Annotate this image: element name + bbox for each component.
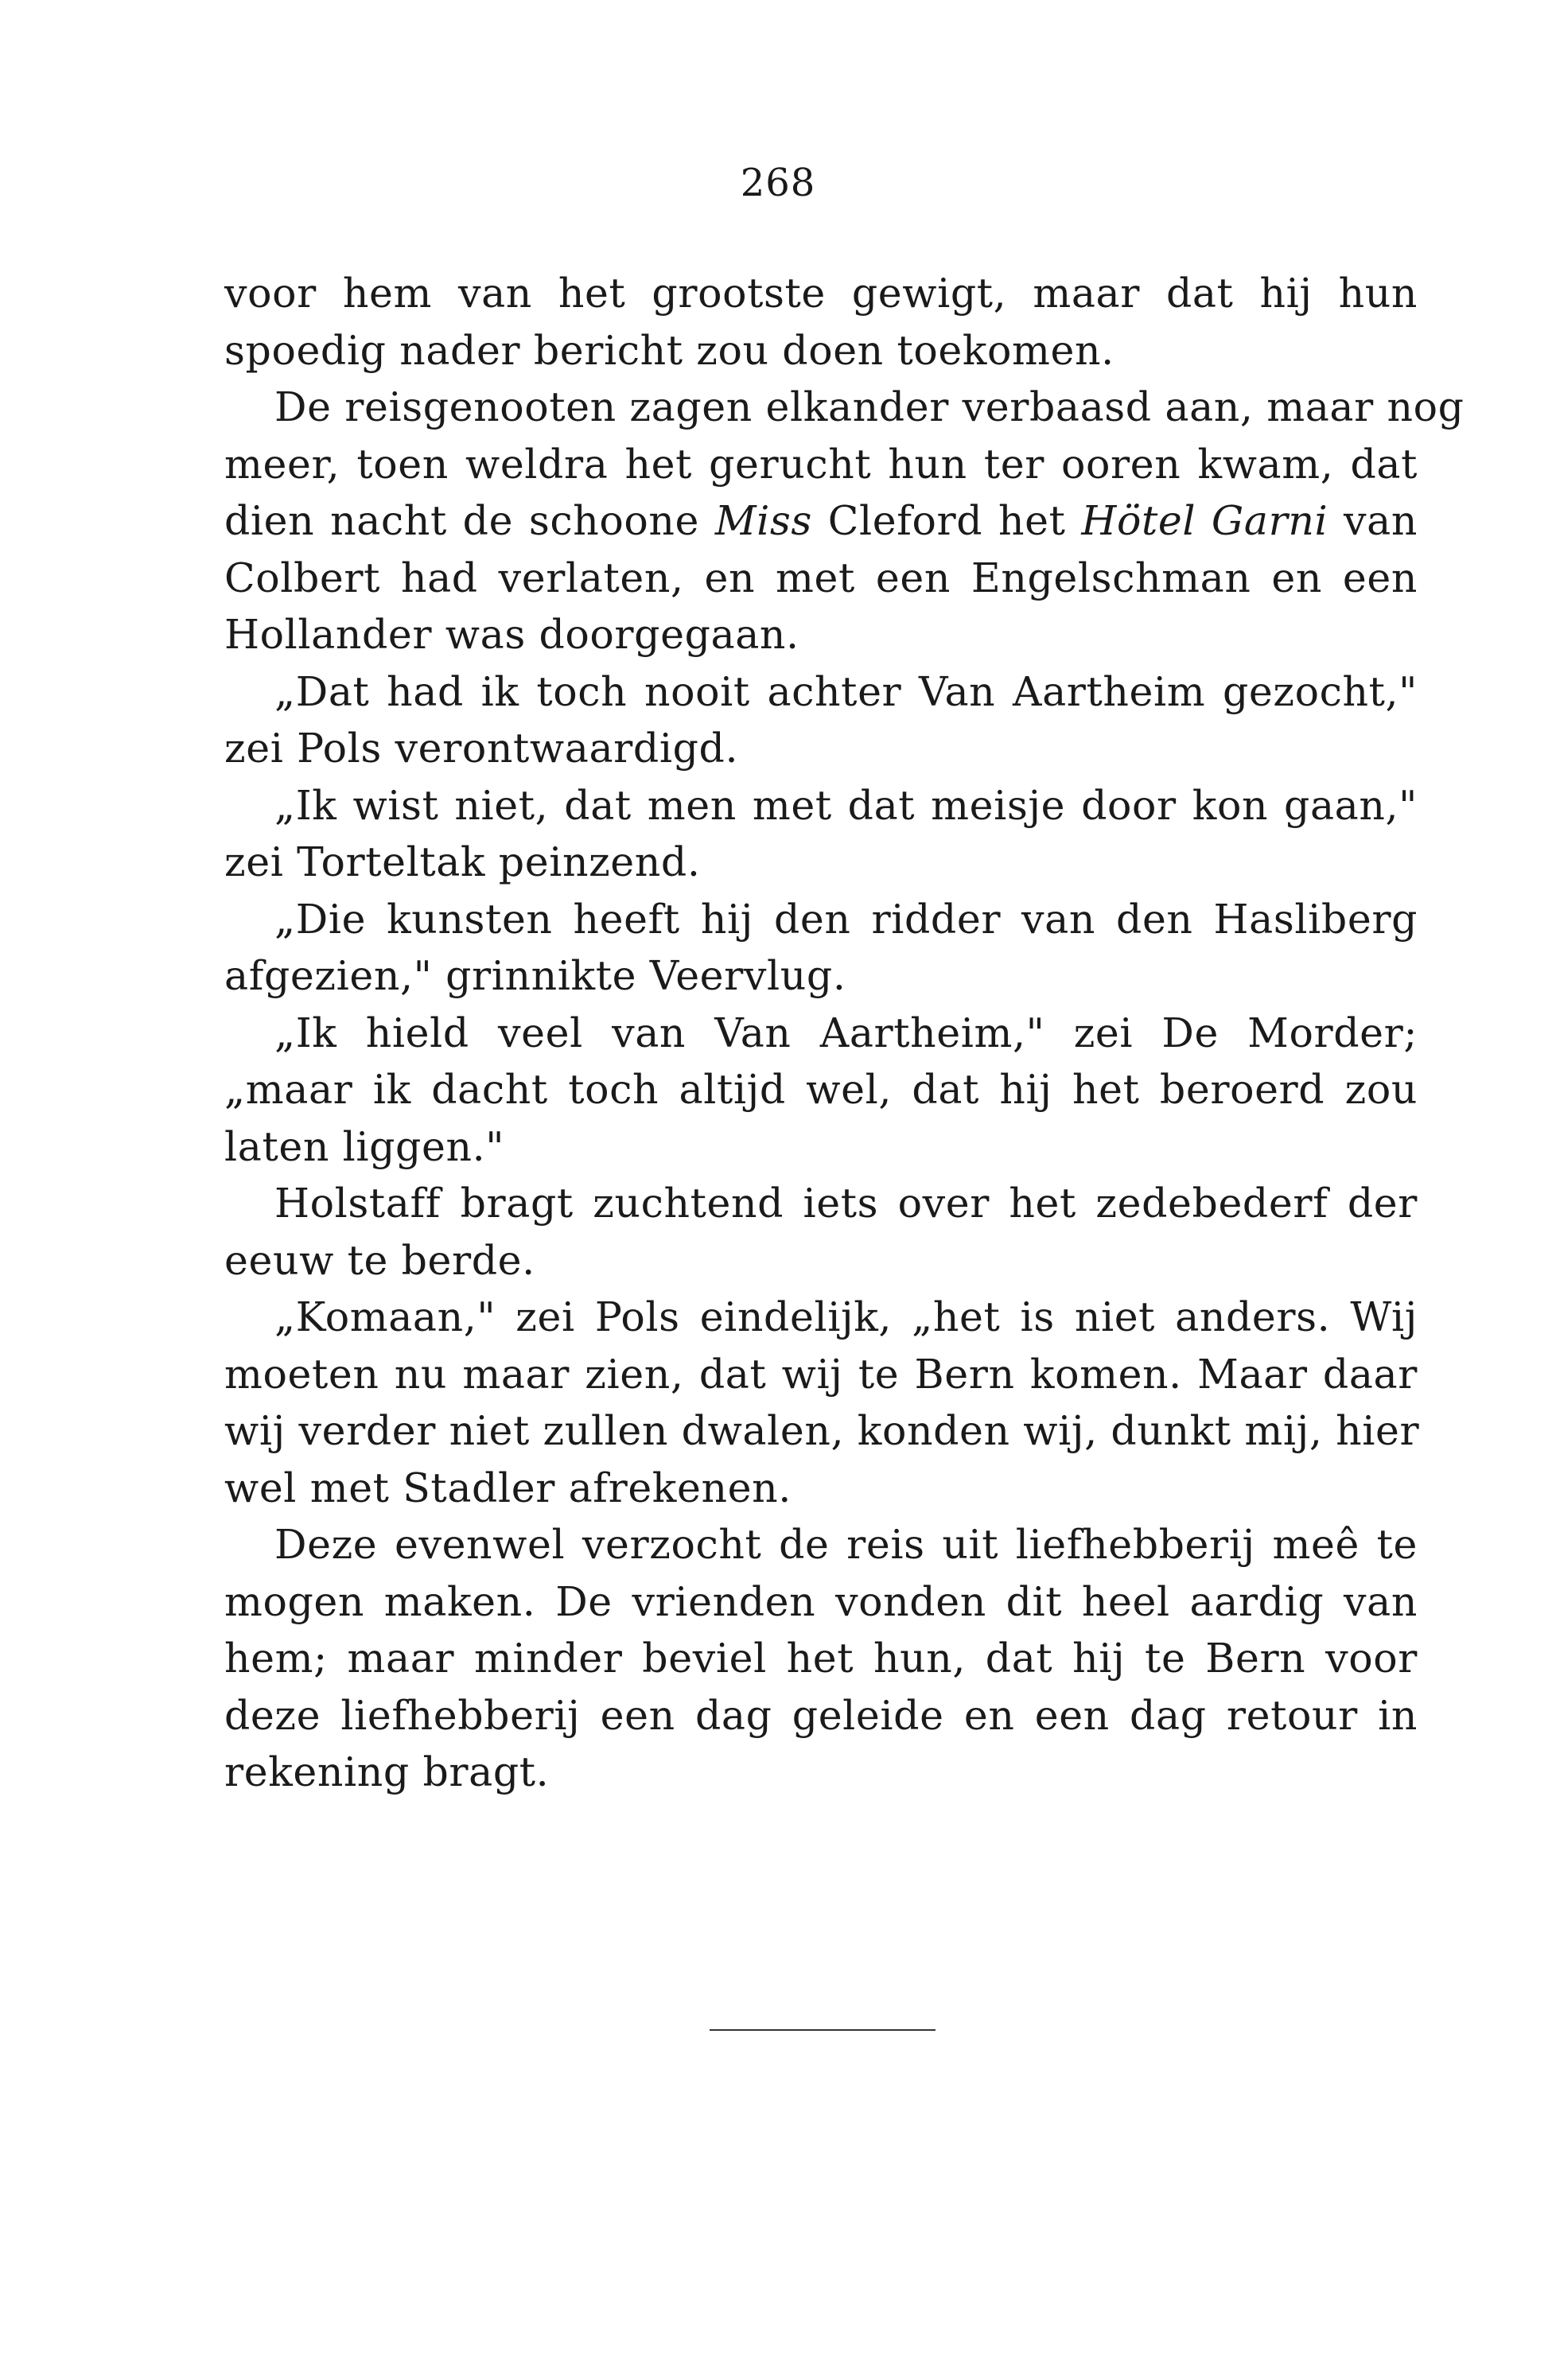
text-line: De reisgenooten zagen elkander verbaasd aan, maar nog xyxy=(274,383,1465,430)
text-line: voor hem van het grootste gewigt, maar dat hij hun xyxy=(224,270,1418,317)
text-line: afgezien," grinnikte Veervlug. xyxy=(224,952,846,999)
text-line: „Die kunsten heeft hij den ridder van den Hasliberg xyxy=(274,895,1418,943)
text-line: spoedig nader bericht zou doen toekomen. xyxy=(224,326,1114,374)
text-line: „Komaan," zei Pols eindelijk, „het is niet anders. Wij xyxy=(274,1293,1418,1340)
text-line: wij verder niet zullen dwalen, konden wij, dunkt mij, hier xyxy=(224,1407,1420,1454)
text-line: „Ik wist niet, dat men met dat meisje door kon gaan," xyxy=(274,781,1418,829)
text-line: Colbert had verlaten, en met een Engelschman en een xyxy=(224,554,1418,601)
text-line: Holstaff bragt zuchtend iets over het zedebederf der xyxy=(274,1180,1418,1227)
text-line: laten liggen." xyxy=(224,1122,505,1170)
text-line: hem; maar minder beviel het hun, dat hij te Bern voor xyxy=(224,1635,1418,1682)
text-line: mogen maken. De vrienden vonden dit heel aardig van xyxy=(224,1577,1418,1625)
italic-term: Miss xyxy=(714,497,812,544)
page-number: 268 xyxy=(740,161,816,205)
text-line: Hollander was doorgegaan. xyxy=(224,611,799,658)
text-line: zei Pols verontwaardigd. xyxy=(224,725,739,772)
text-line: Deze evenwel verzocht de reis uit liefhebberij meê te xyxy=(274,1521,1418,1568)
text-line: eeuw te berde. xyxy=(224,1236,535,1284)
text-line: deze liefhebberij een dag geleide en een dag retour in xyxy=(224,1691,1418,1739)
text-line: „maar ik dacht toch altijd wel, dat hij het beroerd zou xyxy=(224,1066,1418,1113)
text-line: dien nacht de schoone Miss Cleford het Hötel Garni van xyxy=(224,497,1418,544)
text-line: zei Torteltak peinzend. xyxy=(224,838,701,885)
text-line: moeten nu maar zien, dat wij te Bern komen. Maar daar xyxy=(224,1350,1418,1398)
body-text xyxy=(224,265,1465,1801)
text-line: „Ik hield veel van Van Aartheim," zei De Morder; xyxy=(274,1009,1418,1056)
italic-term: Hötel Garni xyxy=(1081,497,1328,544)
end-rule xyxy=(710,2029,936,2031)
text-line: wel met Stadler afrekenen. xyxy=(224,1464,792,1511)
text-line: rekening bragt. xyxy=(224,1748,550,1795)
text-line: meer, toen weldra het gerucht hun ter ooren kwam, dat xyxy=(224,440,1418,488)
text-line: „Dat had ik toch nooit achter Van Aartheim gezocht," xyxy=(274,667,1418,715)
